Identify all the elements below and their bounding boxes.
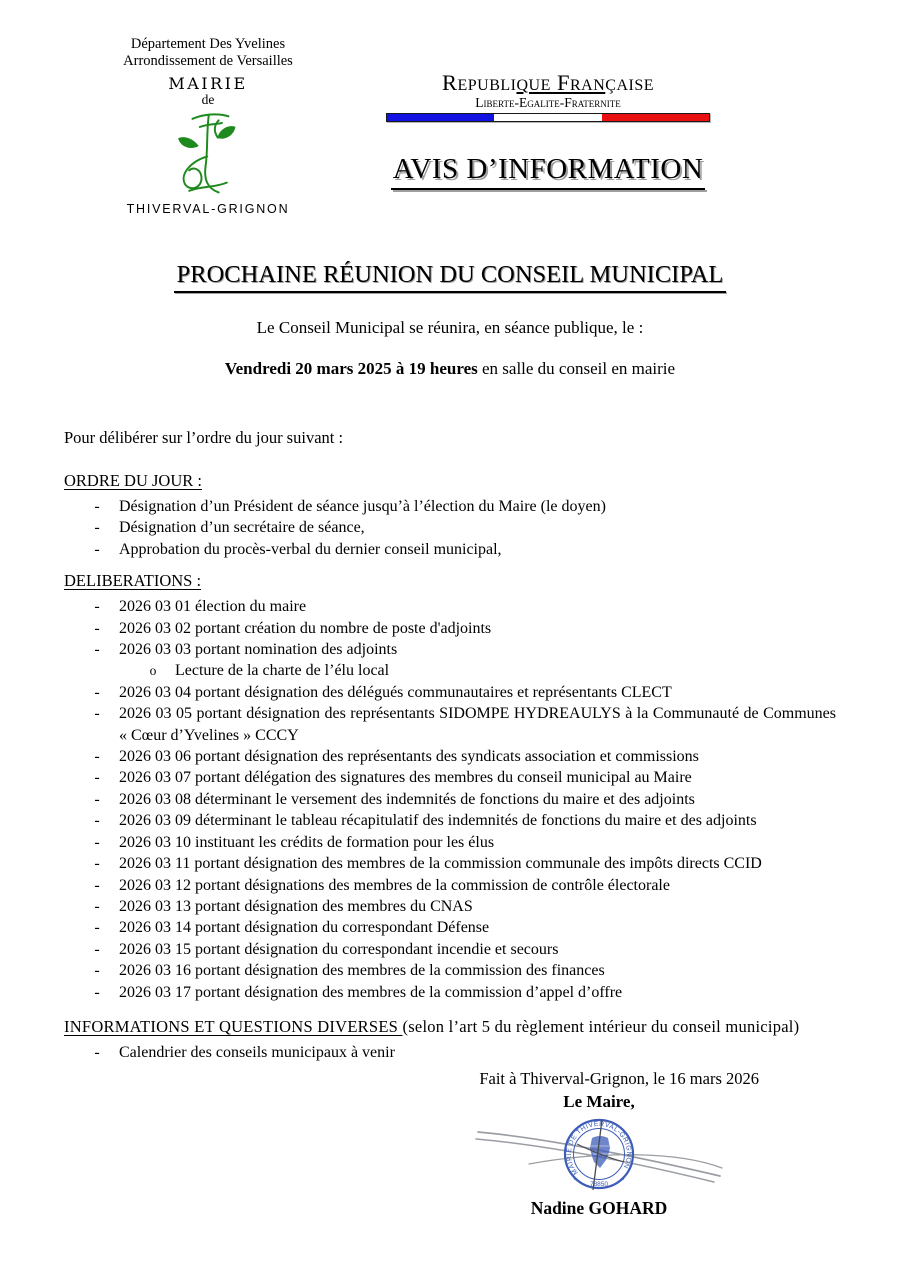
deliberation-item-text: 2026 03 11 portant désignation des membres de la commission communale des impôts directs CCID: [119, 855, 762, 873]
de-label: de: [201, 92, 215, 107]
deliberations-list: [64, 596, 836, 1003]
deliberation-item-text: 2026 03 15 portant désignation du correspondant incendie et secours: [119, 940, 559, 958]
agenda-item: [64, 496, 836, 517]
ordre-du-jour-list: [64, 496, 836, 560]
dash-marker: -: [94, 598, 100, 616]
republic-block: [386, 36, 710, 190]
informations-paragraph: [64, 1016, 836, 1038]
dash-marker: -: [94, 940, 100, 958]
deliberation-item-text: 2026 03 16 portant désignation des membres de la commission des finances: [119, 962, 605, 980]
svg-text:*: *: [573, 1177, 577, 1184]
dash-marker: -: [94, 833, 100, 851]
deliberation-item: [64, 960, 836, 981]
dash-marker: -: [94, 983, 100, 1001]
deliberation-item: [64, 618, 836, 639]
dash-marker: -: [94, 641, 100, 659]
deliberation-item: [64, 789, 836, 810]
republique-pre: Republi: [441, 70, 517, 95]
flag-red-stripe: [602, 114, 709, 121]
dash-marker: -: [94, 769, 100, 787]
dash-marker: -: [94, 855, 100, 873]
informations-item-text: Calendrier des conseils municipaux à venir: [119, 1044, 395, 1062]
notice-title: AVIS D’INFORMATION: [391, 153, 706, 190]
mayor-name: Nadine GOHARD: [530, 1197, 668, 1218]
arrondissement-line: Arrondissement de Versailles: [123, 53, 293, 69]
informations-note: (selon l’art 5 du règlement intérieur du conseil municipal): [402, 1016, 800, 1036]
dash-marker: -: [94, 748, 100, 766]
agenda-item: [64, 539, 836, 560]
document-body: [0, 428, 900, 1219]
deliberation-item: [64, 939, 836, 960]
deliberation-item: [64, 853, 836, 874]
deliberation-item-text: 2026 03 10 instituant les crédits de formation pour les élus: [119, 833, 495, 851]
deliberation-item-text: 2026 03 06 portant désignation des représentants des syndicats association et commissions: [119, 748, 699, 766]
deliberation-item-text: 2026 03 14 portant désignation du correspondant Défense: [119, 919, 490, 937]
deliberation-item: [64, 917, 836, 938]
dash-marker: -: [94, 876, 100, 894]
commune-block: [58, 36, 358, 216]
dash-marker: -: [94, 619, 100, 637]
deliberation-item: [64, 703, 836, 746]
commune-tree-logo-icon: [58, 109, 358, 199]
dash-marker: -: [94, 498, 100, 515]
flag-white-stripe: [494, 114, 601, 121]
deliberation-item: [64, 982, 836, 1003]
republique-post: çaise: [605, 70, 655, 95]
deliberation-item-text: 2026 03 03 portant nomination des adjoints: [119, 641, 398, 659]
agenda-item-text: Désignation d’un secrétaire de séance,: [119, 519, 365, 537]
preamble: Pour délibérer sur l’ordre du jour suivant :: [64, 428, 344, 447]
dash-marker: -: [94, 519, 100, 537]
dash-marker: -: [94, 790, 100, 808]
deliberation-item-text: 2026 03 12 portant désignations des membres de la commission de contrôle électorale: [119, 876, 670, 894]
flag-blue-stripe: [387, 114, 494, 121]
meeting-place: en salle du conseil en mairie: [477, 359, 676, 378]
dash-marker: -: [94, 540, 100, 558]
circle-marker: o: [149, 663, 157, 679]
motto-line: Liberte-Egalite-Fraternite: [475, 95, 621, 110]
deliberation-item: [64, 596, 836, 617]
deliberation-item: [64, 896, 836, 917]
informations-item: [64, 1042, 836, 1063]
svg-text:MAIRIE DE THIVERVAL-GRIGNON: MAIRIE DE THIVERVAL-GRIGNON: [565, 1120, 633, 1176]
deliberation-item: [64, 682, 836, 703]
agenda-item-text: Approbation du procès-verbal du dernier conseil municipal,: [119, 540, 502, 558]
dash-marker: -: [94, 683, 100, 701]
french-flag: [386, 113, 710, 122]
signature-block: [439, 1069, 759, 1219]
main-title-row: [0, 261, 900, 293]
deliberation-item-text: 2026 03 02 portant création du nombre de poste d'adjoints: [119, 619, 492, 637]
deliberation-sub-item-text: Lecture de la charte de l’élu local: [175, 662, 390, 680]
agenda-item-text: Désignation d’un Président de séance jusqu’à l’élection du Maire (le doyen): [119, 498, 606, 515]
dash-marker: -: [94, 1044, 100, 1062]
ordre-du-jour-heading: ORDRE DU JOUR :: [64, 471, 202, 490]
dash-marker: -: [94, 812, 100, 830]
informations-heading: INFORMATIONS ET QUESTIONS DIVERSES: [64, 1016, 403, 1036]
deliberation-item-text: 2026 03 07 portant délégation des signatures des membres du conseil municipal au Maire: [119, 769, 692, 787]
deliberation-item: [64, 767, 836, 788]
deliberation-item: [64, 746, 836, 767]
deliberation-item-text: 2026 03 08 déterminant le versement des indemnités de fonctions du maire et des adjoints: [119, 790, 695, 808]
informations-list: [64, 1042, 836, 1063]
deliberations-heading: DELIBERATIONS :: [64, 571, 202, 591]
agenda-item: [64, 517, 836, 538]
mairie-label: MAIRIE: [168, 74, 248, 93]
deliberations-section: [64, 571, 836, 591]
deliberation-item: [64, 875, 836, 896]
dash-marker: -: [94, 897, 100, 915]
meeting-date: Vendredi 20 mars 2025 à 19 heures: [224, 359, 478, 378]
deliberation-sub-item: [64, 660, 836, 681]
main-title: PROCHAINE RÉUNION DU CONSEIL MUNICIPAL: [174, 261, 727, 293]
commune-name: THIVERVAL-GRIGNON: [126, 202, 290, 216]
ordre-du-jour-section: [64, 471, 836, 491]
dash-marker: -: [94, 919, 100, 937]
deliberation-item: [64, 832, 836, 853]
svg-text:78850: 78850: [589, 1180, 609, 1188]
place-date-line: Fait à Thiverval-Grignon, le 16 mars 2026: [479, 1068, 759, 1088]
republique-underlined: que Fran: [516, 70, 606, 95]
mayor-title: Le Maire,: [563, 1091, 635, 1111]
dash-marker: -: [94, 705, 100, 723]
notice-title-row: [386, 153, 710, 190]
deliberation-item: [64, 810, 836, 831]
deliberation-item-text: 2026 03 09 déterminant le tableau récapitulatif des indemnités de fonctions du maire et des adjoints: [119, 812, 757, 830]
dash-marker: -: [94, 962, 100, 980]
deliberation-item-text: 2026 03 13 portant désignation des membres du CNAS: [119, 897, 473, 915]
deliberation-item-text: 2026 03 04 portant désignation des délégués communautaires et représentants CLECT: [119, 683, 672, 701]
document-header: [0, 0, 900, 216]
meeting-date-line: [0, 359, 900, 379]
deliberation-item: [64, 639, 836, 660]
department-line: Département Des Yvelines: [130, 36, 286, 52]
svg-text:*: *: [621, 1177, 625, 1184]
mayor-stamp-and-signature: [439, 1108, 759, 1196]
intro-line: Le Conseil Municipal se réunira, en séance publique, le :: [256, 318, 644, 337]
deliberation-item-text: 2026 03 01 élection du maire: [119, 598, 307, 616]
deliberation-item-text: 2026 03 17 portant désignation des membres de la commission d’appel d’offre: [119, 983, 623, 1001]
deliberation-item-text: 2026 03 05 portant désignation des représentants SIDOMPE HYDREAULYS à la Communauté de Communes « Cœur d’Yvelines » CCCY: [119, 705, 836, 744]
republique-title: [386, 70, 710, 95]
